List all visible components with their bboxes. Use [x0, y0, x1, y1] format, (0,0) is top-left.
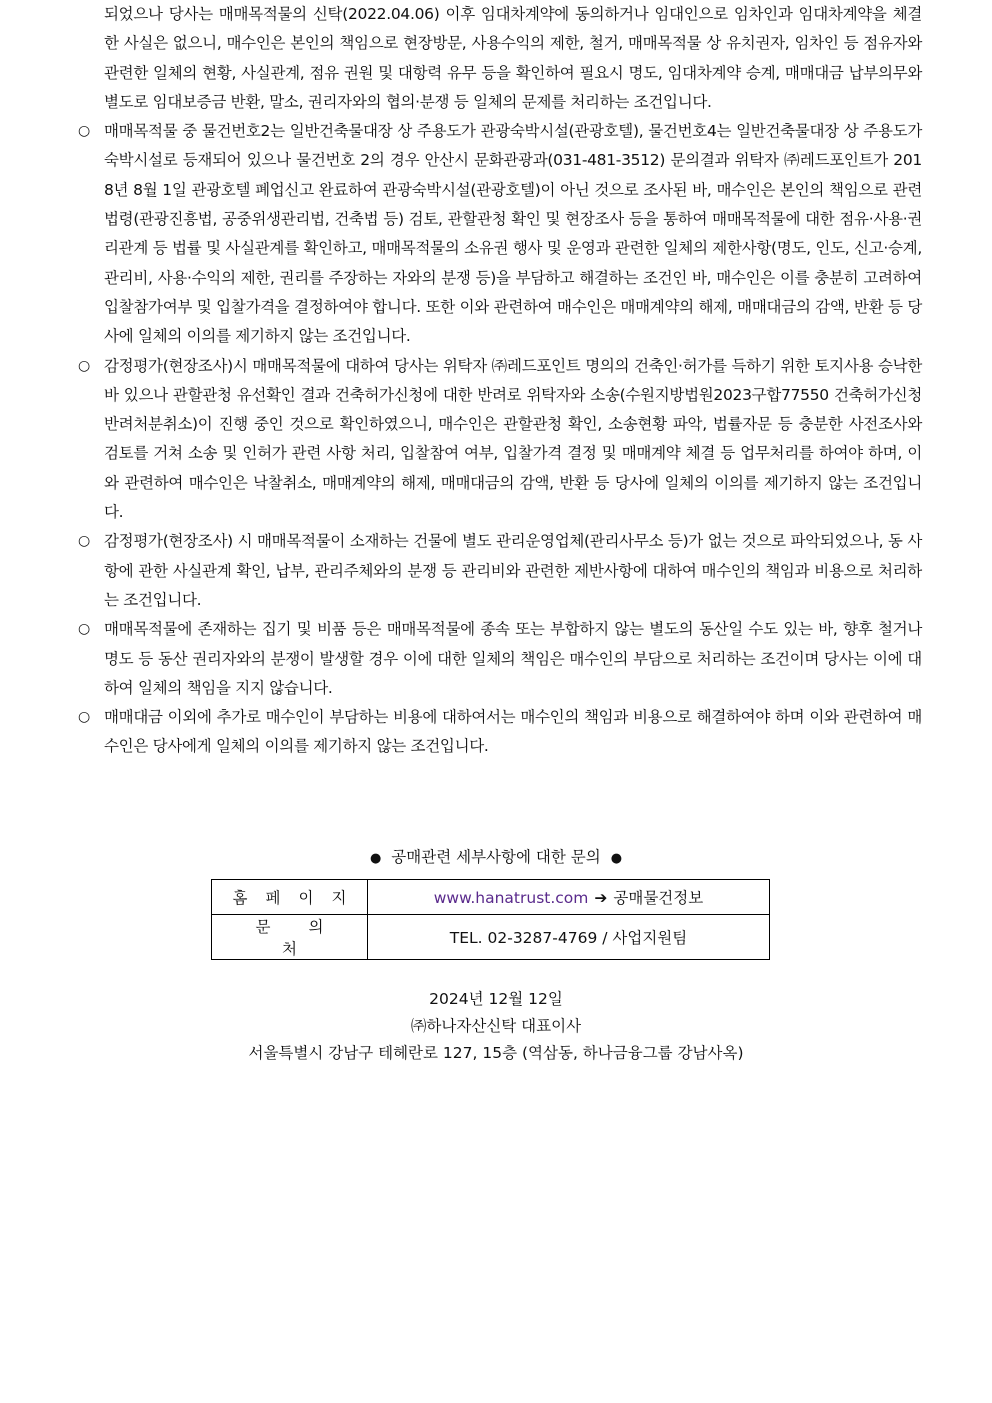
homepage-target: 공매물건정보 — [613, 889, 704, 907]
circle-bullet-icon: ○ — [78, 123, 90, 140]
contact-value-cell: TEL. 02-3287-4769 / 사업지원팀 — [368, 915, 770, 960]
list-item-text: 매매대금 이외에 추가로 매수인이 부담하는 비용에 대하여서는 매수인의 책임과 비용으로 해결하여야 하며 이와 관련하여 매수인은 당사에게 일체의 이의를 제기하지 않는 조건입니다. — [104, 708, 922, 756]
inquiry-title: 공매관련 세부사항에 대한 문의 — [391, 848, 601, 866]
filled-circle-icon: ● — [369, 851, 382, 866]
contact-label: 문의처 — [255, 918, 362, 958]
circle-bullet-icon: ○ — [78, 709, 90, 726]
notice-body — [78, 0, 922, 762]
list-item — [78, 703, 922, 762]
company-address: 서울특별시 강남구 테헤란로 127, 15층 (역삼동, 하나금융그룹 강남사옥) — [248, 1044, 744, 1062]
homepage-value-cell — [368, 880, 770, 915]
company-signature: ㈜하나자산신탁 대표이사 — [410, 1017, 582, 1035]
list-item — [78, 527, 922, 615]
document-footer — [0, 986, 992, 1067]
inquiry-heading — [0, 842, 992, 874]
right-arrow-icon: ➔ — [594, 889, 608, 907]
homepage-label-cell — [212, 880, 368, 915]
table-row — [212, 915, 770, 960]
inquiry-table — [211, 879, 770, 960]
filled-circle-icon: ● — [610, 851, 623, 866]
list-item-text: 매매목적물 중 물건번호2는 일반건축물대장 상 주용도가 관광숙박시설(관광호텔), 물건번호4는 일반건축물대장 상 주용도가 숙박시설로 등재되어 있으나 물건번호 2의 경우 안산시 문화관광과(031-481-3512) 문의결과 위탁자 ㈜레드포인트가 2018년 8월 1일 관광호텔 폐업신고 완료하여 관광숙박시설(관광호텔)이 아닌 것으로 조사된 바, 매수인은 본인의 책임으로 관련 법령(관광진흥법, 공중위생관리법, 건축법 등) 검토, 관할관청 확인 및 현장조사 등을 통하여 매매목적물에 대한 점유·사용·권리관계 등 법률 및 사실관계를 확인하고, 매매목적물의 소유권 행사 및 운영과 관련한 일체의 제한사항(명도, 인도, 신고·승계, 관리비, 사용·수익의 제한, 권리를 주장하는 자와의 분쟁 등)을 부담하고 해결하는 조건인 바, 매수인은 이를 충분히 고려하여 입찰참가여부 및 입찰가격을 결정하여야 합니다. 또한 이와 관련하여 매수인은 매매계약의 해제, 매매대금의 감액, 반환 등 당사에 일체의 이의를 제기하지 않는 조건입니다. — [104, 122, 922, 346]
list-item — [78, 352, 922, 528]
list-item-text: 감정평가(현장조사)시 매매목적물에 대하여 당사는 위탁자 ㈜레드포인트 명의의 건축인·허가를 득하기 위한 토지사용 승낙한 바 있으나 관할관청 유선확인 결과 건축허가신청에 대한 반려로 위탁자와 소송(수원지방법원2023구합77550 건축허가신청반려처분취소)이 진행 중인 것으로 확인하였으니, 매수인은 관할관청 확인, 소송현황 파악, 법률자문 등 충분한 사전조사와 검토를 거쳐 소송 및 인허가 관련 사항 처리, 입찰참여 여부, 입찰가격 결정 및 매매계약 체결 등 업무처리를 하여야 하며, 이와 관련하여 매수인은 낙찰취소, 매매계약의 해제, 매매대금의 감액, 반환 등 당사에 일체의 이의를 제기하지 않는 조건입니다. — [104, 356, 922, 522]
circle-bullet-icon: ○ — [78, 621, 90, 638]
homepage-label: 홈페이지 — [232, 889, 365, 907]
intro-paragraph: 되었으나 당사는 매매목적물의 신탁(2022.04.06) 이후 임대차계약에 동의하거나 임대인으로 임차인과 임대차계약을 체결한 사실은 없으니, 매수인은 본인의 책임으로 현장방문, 사용수익의 제한, 철거, 매매목적물 상 유치권자, 임차인 등 점유자와 관련한 일체의 현황, 사실관계, 점유 권원 및 대항력 유무 등을 확인하여 필요시 명도, 임대차계약 승계, 매매대금 납부의무와 별도로 임대보증금 반환, 말소, 권리자와의 협의·분쟁 등 일체의 문제를 처리하는 조건입니다. — [104, 5, 922, 111]
circle-bullet-icon: ○ — [78, 357, 90, 374]
contact-label-cell — [212, 915, 368, 960]
list-item — [78, 615, 922, 703]
homepage-link[interactable]: www.hanatrust.com — [433, 889, 589, 907]
table-row — [212, 880, 770, 915]
list-item — [78, 117, 922, 351]
list-item-text: 감정평가(현장조사) 시 매매목적물이 소재하는 건물에 별도 관리운영업체(관리사무소 등)가 없는 것으로 파악되었으나, 동 사항에 관한 사실관계 확인, 납부, 관리주체와의 분쟁 등 관리비와 관련한 제반사항에 대하여 매수인의 책임과 비용으로 처리하는 조건입니다. — [104, 532, 922, 609]
list-item-text: 매매목적물에 존재하는 집기 및 비품 등은 매매목적물에 종속 또는 부합하지 않는 별도의 동산일 수도 있는 바, 향후 철거나 명도 등 동산 권리자와의 분쟁이 발생할 경우 이에 대한 일체의 책임은 매수인의 부담으로 처리하는 조건이며 당사는 이에 대하여 일체의 책임을 지지 않습니다. — [104, 620, 922, 697]
circle-bullet-icon: ○ — [78, 533, 90, 550]
issue-date: 2024년 12월 12일 — [429, 990, 563, 1008]
